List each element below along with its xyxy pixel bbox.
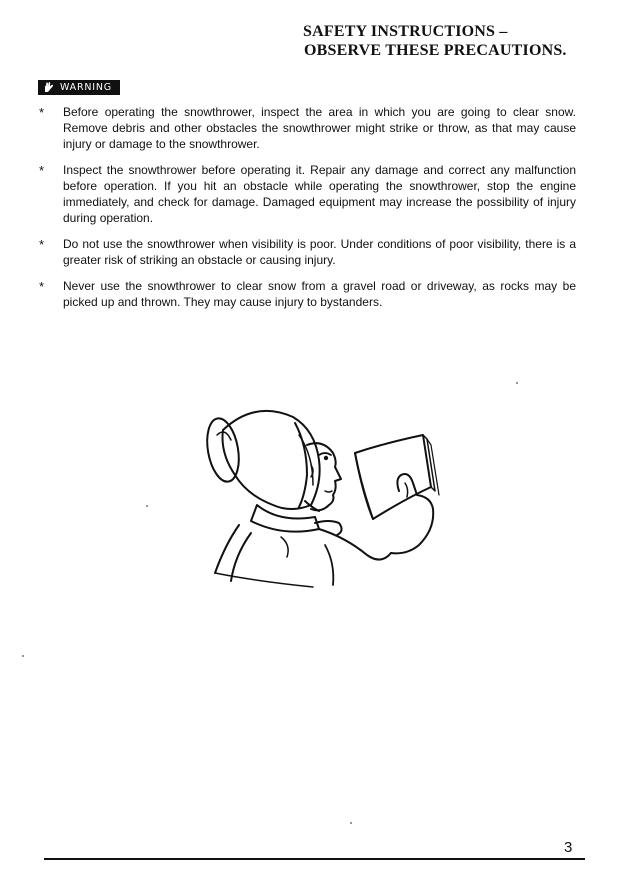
title-line-1: SAFETY INSTRUCTIONS – xyxy=(303,23,508,40)
paper-speck xyxy=(350,822,352,824)
instruction-text: Never use the snowthrower to clear snow from a gravel road or driveway, as rocks may be picked up and thrown. They may cause injury to bystanders. xyxy=(63,279,576,309)
list-item xyxy=(36,104,576,152)
instruction-text: Do not use the snowthrower when visibility is poor. Under conditions of poor visibility, there is a greater risk of striking an obstacle or causing injury. xyxy=(63,237,576,267)
coat xyxy=(215,525,391,581)
instruction-text: Inspect the snowthrower before operating it. Repair any damage and correct any malfunction before operation. If you hit an obstacle while operating the snowthrower, stop the engine immediately, and check for damage. Damaged equipment may increase the possibility of injury during operation. xyxy=(63,163,576,225)
footer-rule xyxy=(44,858,585,860)
bullet-marker: * xyxy=(39,279,45,294)
list-item xyxy=(36,236,576,268)
person-reading-manual-illustration xyxy=(195,405,455,605)
paper-speck xyxy=(516,382,518,384)
instruction-text: Before operating the snowthrower, inspect the area in which you are going to clear snow. Remove debris and other obstacles the snowthrower might strike or throw, as that may cause injury or damage to the snowthrower. xyxy=(63,105,576,151)
warning-label: WARNING xyxy=(60,82,112,93)
title-line-2: OBSERVE THESE PRECAUTIONS. xyxy=(304,42,567,59)
safety-instruction-list xyxy=(36,104,576,320)
cap-outline xyxy=(223,411,320,509)
list-item xyxy=(36,162,576,226)
warning-hand-icon xyxy=(42,81,56,94)
bullet-marker: * xyxy=(39,105,45,120)
paper-speck xyxy=(22,655,24,657)
page-number: 3 xyxy=(564,839,573,856)
page-title xyxy=(303,22,583,60)
paper-speck xyxy=(146,505,148,507)
bullet-marker: * xyxy=(39,163,45,178)
book xyxy=(355,435,431,519)
list-item xyxy=(36,278,576,310)
bullet-marker: * xyxy=(39,237,45,252)
warning-badge xyxy=(38,80,120,95)
right-hand xyxy=(391,474,433,553)
